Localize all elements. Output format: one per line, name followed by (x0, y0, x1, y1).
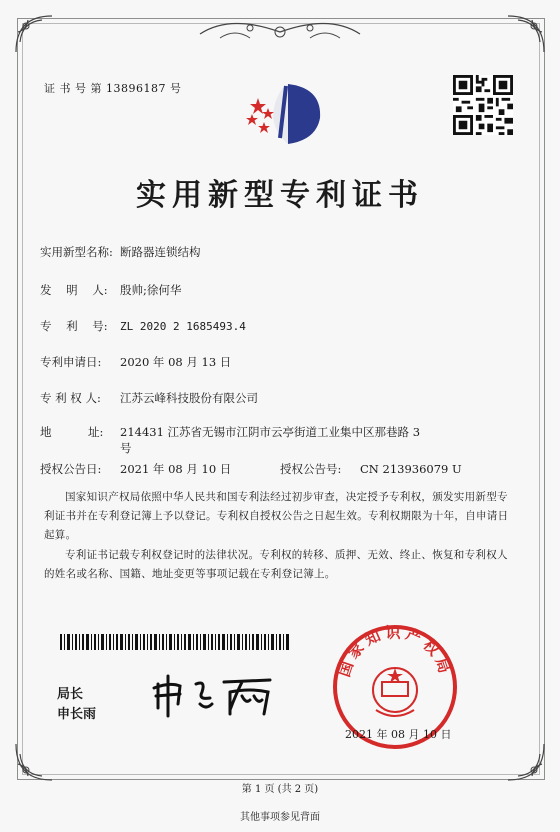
field-label: 授权公告号: (280, 462, 342, 476)
corner-ornament-top-left (12, 12, 58, 58)
field-grant-number (280, 461, 462, 477)
seal-text: 国家知识产权局 (335, 623, 455, 680)
field-application-date (40, 354, 231, 370)
cnipa-logo (230, 78, 330, 148)
qr-code (453, 75, 513, 135)
field-label: 发 明 人: (40, 283, 108, 297)
field-label: 地 址: (40, 425, 104, 439)
handwritten-signature (150, 670, 290, 720)
field-value: 2021 年 08 月 10 日 (120, 462, 232, 476)
field-value: ZL 2020 2 1685493.4 (120, 320, 246, 333)
field-label: 专 利 权 人: (40, 391, 101, 405)
footer-note: 其他事项参见背面 (240, 812, 320, 823)
page-number: 第 1 页 (共 2 页) (241, 784, 319, 795)
statement-paragraph-2: 专利证书记载专利权登记时的法律状况。专利权的转移、质押、无效、终止、恢复和专利权人的姓名或名称、国籍、地址变更等事项记载在专利登记簿上。 (44, 549, 508, 580)
corner-ornament-bottom-right (502, 738, 548, 784)
certificate-number: 证 书 号 第 13896187 号 (44, 82, 182, 95)
field-value: 214431 江苏省无锡市江阴市云亭街道工业集中区那巷路 3 (120, 425, 421, 439)
corner-ornament-bottom-left (12, 738, 58, 784)
field-address-line2: 号 (120, 441, 132, 455)
field-label: 授权公告日: (40, 462, 102, 476)
certificate-title: 实用新型专利证书 (136, 178, 424, 213)
field-value: CN 213936079 U (360, 462, 462, 476)
field-value: 断路器连锁结构 (120, 245, 201, 259)
field-value: 2020 年 08 月 13 日 (120, 355, 232, 369)
corner-ornament-top-right (502, 12, 548, 58)
signatory-name: 申长雨 (57, 707, 97, 722)
field-grant-date (40, 461, 231, 477)
field-inventor (40, 282, 181, 298)
field-address (40, 424, 420, 440)
field-label: 实用新型名称: (40, 245, 113, 259)
field-label: 专 利 号: (40, 319, 108, 333)
field-patentee (40, 390, 258, 406)
signatory-role: 局长 (57, 687, 84, 702)
barcode (60, 634, 290, 650)
statement-paragraph-1: 国家知识产权局依照中华人民共和国专利法经过初步审查，决定授予专利权，颁发实用新型专利证书并在专利登记簿上予以登记。专利权自授权公告之日起生效。专利权期限为十年，自申请日起算。 (44, 491, 509, 541)
field-value: 江苏云峰科技股份有限公司 (120, 391, 258, 405)
field-value: 殷帅;徐何华 (120, 283, 182, 297)
seal-date: 2021 年 08 月 10 日 (345, 728, 452, 741)
top-ornament (190, 14, 370, 48)
field-label: 专利申请日: (40, 355, 102, 369)
field-patent-number (40, 318, 246, 334)
field-utility-model-name (40, 244, 201, 260)
